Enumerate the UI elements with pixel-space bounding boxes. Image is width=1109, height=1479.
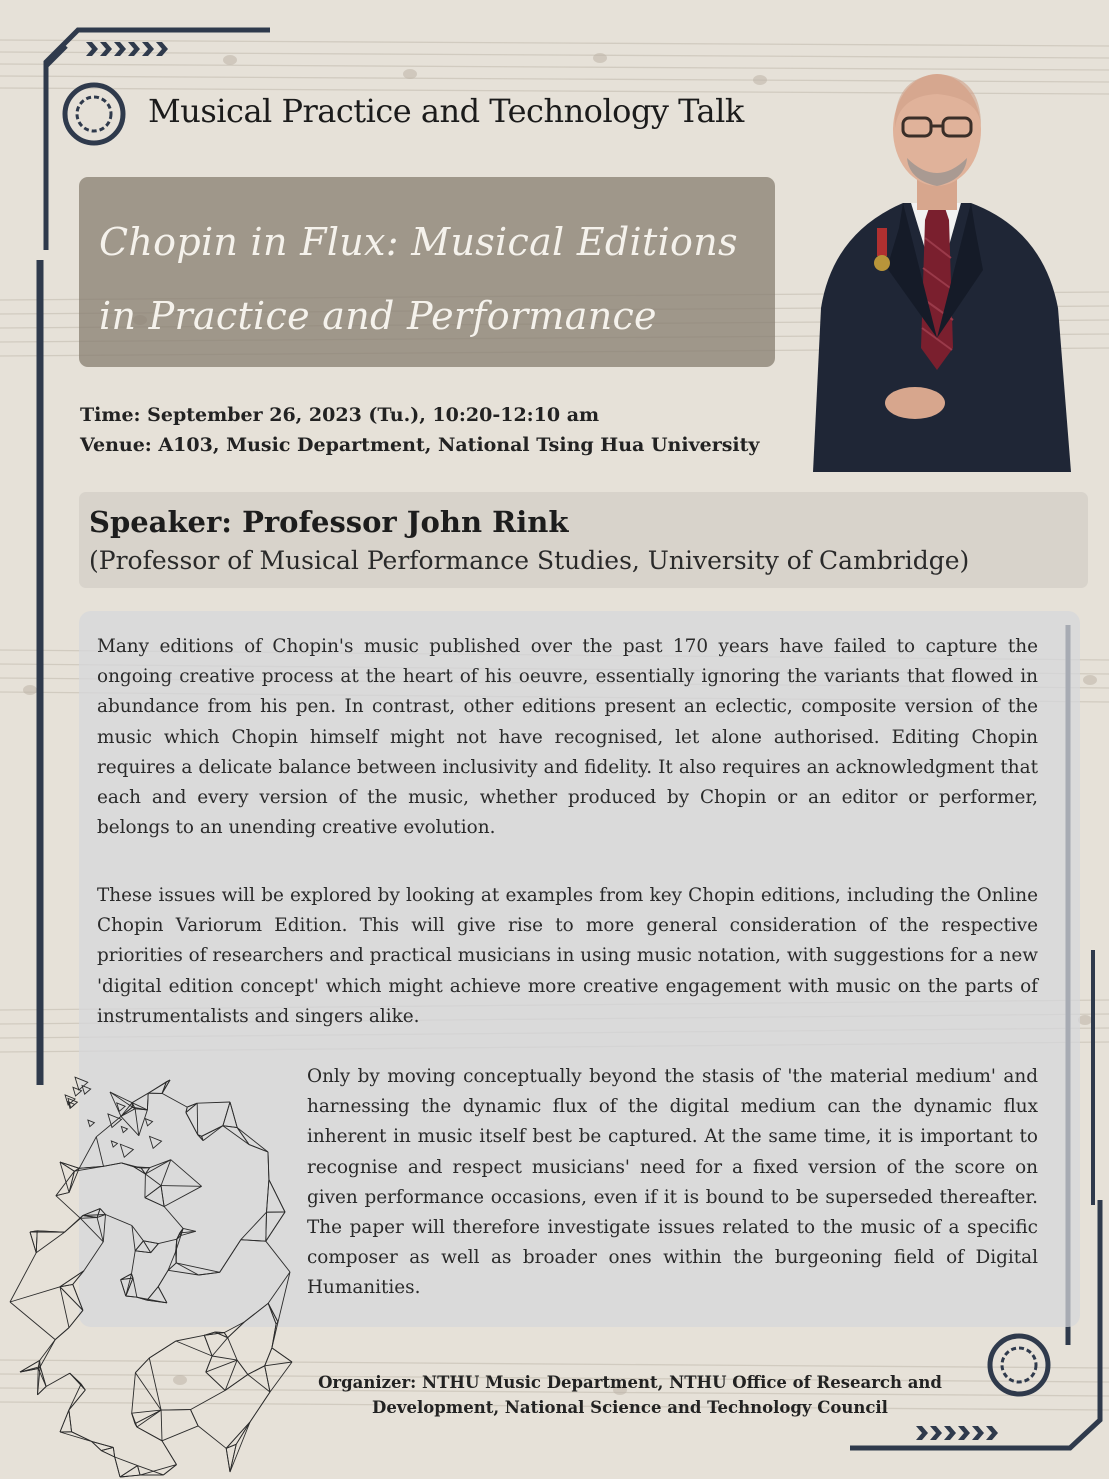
organizer-line-2: Development, National Science and Technology Council	[372, 1398, 888, 1417]
speaker-affiliation: (Professor of Musical Performance Studies, University of Cambridge)	[89, 546, 970, 575]
top-circle-emblem-icon	[62, 82, 126, 146]
talk-title-box	[79, 177, 775, 367]
abstract-paragraph-2: These issues will be explored by looking at examples from key Chopin editions, including the Online Chopin Variorum Edition. This will give rise to more general consideration of the respective priorities of researchers and practical musicians in using music notation, with suggestions for a new 'digital edition concept' which might achieve more creative engagement with music on the parts of instrumentalists and singers alike.	[97, 885, 1038, 1027]
event-time: Time: September 26, 2023 (Tu.), 10:20-12:10 am	[80, 404, 600, 426]
speaker-info-box	[79, 492, 1088, 588]
organizer-credits	[300, 1370, 960, 1420]
low-poly-head-illustration	[0, 1072, 300, 1479]
talk-title-line-2: in Practice and Performance	[99, 294, 657, 338]
event-venue: Venue: A103, Music Department, National Tsing Hua University	[80, 434, 760, 456]
speaker-photo	[803, 58, 1073, 472]
organizer-line-1: Organizer: NTHU Music Department, NTHU Office of Research and	[318, 1373, 942, 1392]
bottom-circle-emblem-icon	[987, 1333, 1051, 1397]
event-series-title: Musical Practice and Technology Talk	[148, 92, 744, 130]
talk-title-line-1: Chopin in Flux: Musical Editions	[99, 220, 738, 264]
speaker-name: Speaker: Professor John Rink	[89, 505, 569, 539]
abstract-paragraph-1: Many editions of Chopin's music published over the past 170 years have failed to capture the ongoing creative process at the heart of his oeuvre, essentially ignoring the variants that flowed in abundance from his pen. In contrast, other editions present an eclectic, composite version of the music which Chopin himself might not have recognised, let alone authorised. Editing Chopin requires a delicate balance between inclusivity and fidelity. It also requires an acknowledgment that each and every version of the music, whether produced by Chopin or an editor or performer, belongs to an unending creative evolution.	[97, 636, 1038, 839]
abstract-paragraph-3: Only by moving conceptually beyond the stasis of 'the material medium' and harnessing the dynamic flux of the digital medium can the dynamic flux inherent in music itself best be captured. At the same time, it is important to recognise and respect musicians' need for a fixed version of the score on given performance occasions, even if it is bound to be superseded thereafter. The paper will therefore investigate issues related to the music of a specific composer as well as broader ones within the burgeoning field of Digital Humanities.	[307, 1066, 1038, 1299]
